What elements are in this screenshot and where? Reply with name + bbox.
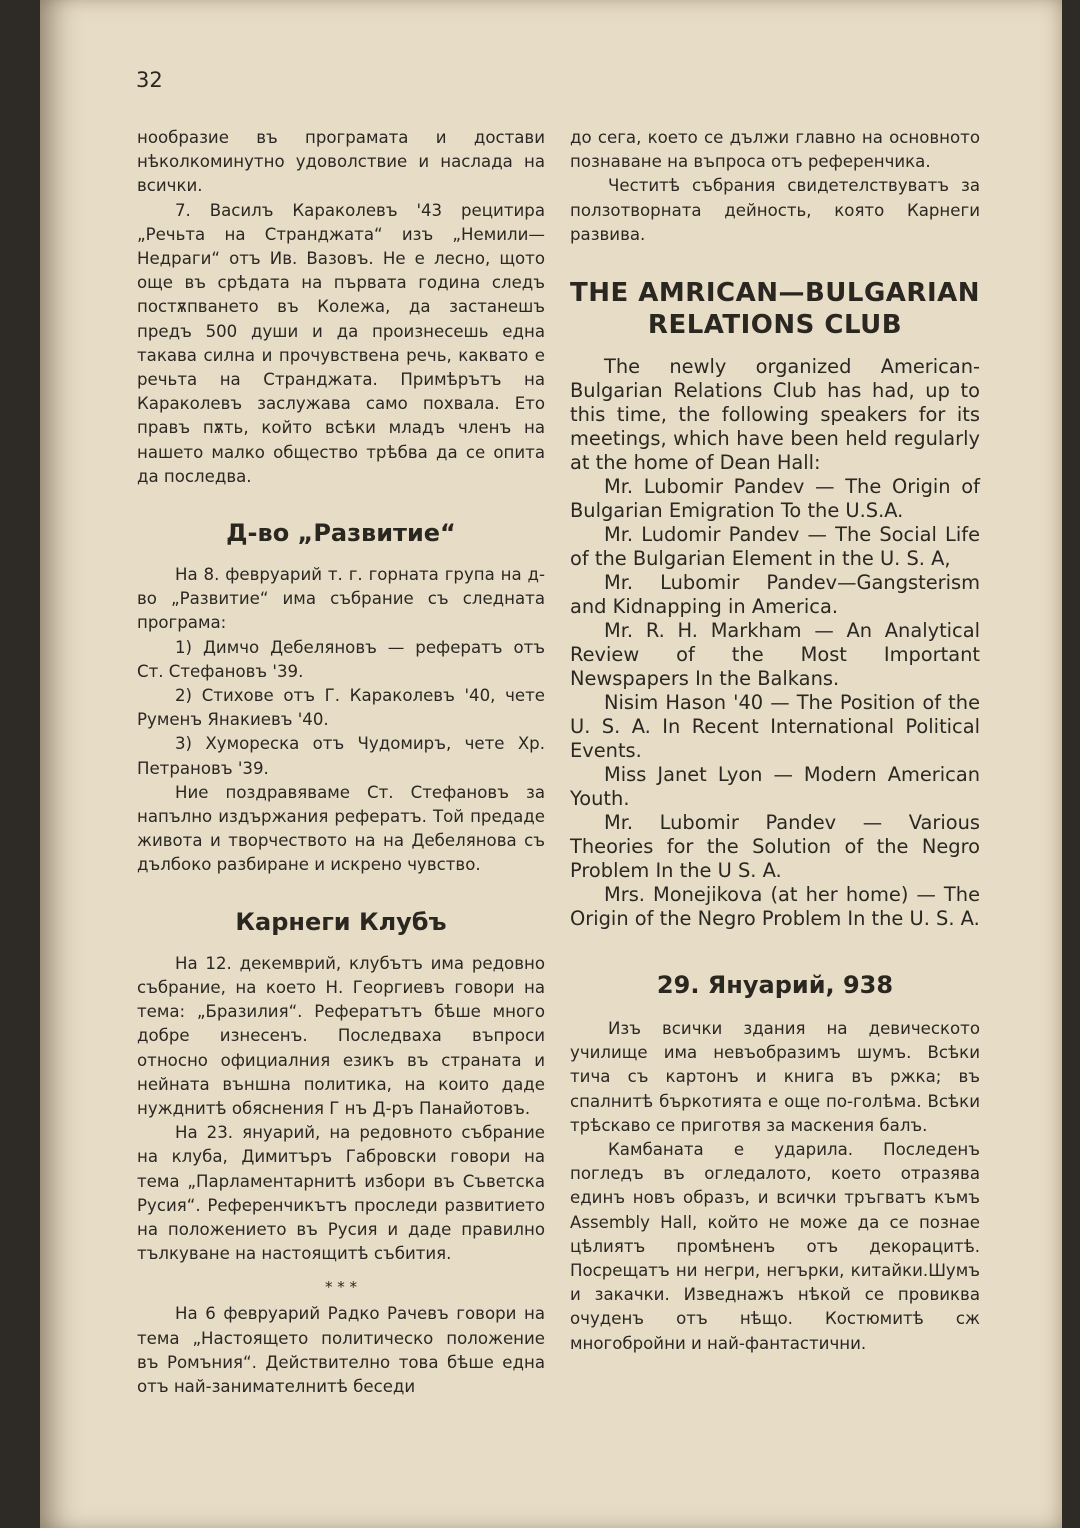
frequent-meetings-paragraph: Честитѣ събрания свидетелствуватъ за ползотворната дейность, която Карнеги развива. [570, 176, 980, 244]
speaker-entry: Mr. Lubomir Pandev — The Origin of Bulgarian Emigration To the U.S.A. [570, 475, 980, 523]
karnegi-paragraph: На 6 февруарий Радко Рачевъ говори на тема „Настоящето политическо положение въ Ромъния“. Действително това бѣше една отъ най-занимателнитѣ беседи [137, 1304, 545, 1396]
club-intro: The newly organized American-Bulgarian Relations Club has had, up to this time, the following speakers for its meetings, which have been held regularly at the home of Dean Hall: [570, 355, 980, 475]
speaker-entry: Mrs. Monejikova (at her home) — The Origin of the Negro Problem In the U. S. A. [570, 883, 980, 931]
right-column [570, 126, 980, 1356]
razvitie-item: 2) Стихове отъ Г. Караколевъ '40, чете Руменъ Янакиевъ '40. [137, 686, 545, 730]
club-title-line: THE AMRICAN—BULGARIAN [570, 278, 980, 309]
club-title [570, 277, 980, 341]
speaker-entry: Mr. R. H. Markham — An Analytical Review of the Most Important Newspapers In the Balkans. [570, 619, 980, 691]
razvitie-item: 3) Хумореска отъ Чудомиръ, чете Хр. Петрановъ '39. [137, 734, 545, 778]
speaker-entry: Mr. Lubomir Pandev — Various Theories for the Solution of the Negro Problem In the U S. A. [570, 811, 980, 883]
section-separator: * * * [324, 1278, 358, 1297]
speaker-entry: Mr. Ludomir Pandev — The Social Life of the Bulgarian Element in the U. S. A, [570, 523, 980, 571]
razvitie-closing: Ние поздравяваме Ст. Стефановъ за напълно издържания рефератъ. Той предаде живота и творчеството на на Дебелянова съ дълбоко разбиране и искрено чувство. [137, 782, 545, 875]
speaker-entry: Miss Janet Lyon — Modern American Youth. [570, 763, 980, 811]
magazine-page [40, 0, 1062, 1528]
club-title-line: RELATIONS CLUB [647, 310, 903, 341]
club-section [570, 355, 980, 931]
intro-paragraph: нообразие въ програмата и достави нѣколкоминутно удоволствие и наслада на всички. [137, 128, 545, 196]
date-paragraph: Камбаната е ударила. Последенъ погледъ въ огледалото, което отразява единъ новъ образъ, и всички тръгватъ къмъ Assembly Hall, който не може да се познае цѣлиятъ промѣненъ отъ декорацитѣ. Посрещатъ ни негри, негърки, китайки.Шумъ и закачки. Изведнажъ нѣкой се провиква очуденъ отъ нѣщо. Костюмитѣ сж многобройни и най-фантастични. [570, 1140, 980, 1353]
razvitie-item: 1) Димчо Дебеляновъ — рефератъ отъ Ст. Стефановъ '39. [137, 637, 545, 681]
karnegi-paragraph: На 23. януарий, на редовното събрание на клуба, Димитъръ Габровски говори на тема „Парламентарнитѣ избори въ Съветска Русия“. Референчикътъ проследи развитието на положението въ Русия и даде правилно тълкуване на настоящитѣ събития. [137, 1123, 545, 1264]
karnegi-paragraph: На 12. декемврий, клубътъ има редовно събрание, на което Н. Георгиевъ говори на тема: „Бразилия“. Рефератътъ бѣше много добре изнесенъ. Последваха въпроси относно официалния езикъ въ страната и нейната външна политика, на които даде нужднитѣ обяснения Г нъ Д-ръ Панайотовъ. [137, 953, 545, 1118]
left-column [137, 126, 545, 1399]
karnegi-heading: Карнеги Клубъ [235, 907, 447, 936]
date-paragraph: Изъ всички здания на девическото училище има невъобразимъ шумъ. Всѣки тича съ картонъ и книга въ ржка; въ спалнитѣ бъркотията е още по-голѣма. Всѣки трѣскаво се приготвя за маскения балъ. [570, 1019, 980, 1135]
continuation-paragraph: до сега, което се дължи главно на основното познаване на въпроса отъ референчика. [570, 128, 980, 172]
razvitie-intro: На 8. февруарий т. г. горната група на д-во „Развитие“ има събрание съ следната програма: [137, 565, 545, 633]
razvitie-heading: Д-во „Развитие“ [226, 519, 456, 548]
speaker-entry: Mr. Lubomir Pandev—Gangsterism and Kidnapping in America. [570, 571, 980, 619]
speaker-entry: Nisim Hason '40 — The Position of the U. S. A. In Recent International Political Events. [570, 691, 980, 763]
page-number: 32 [136, 68, 163, 92]
date-heading: 29. Януарий, 938 [656, 971, 894, 1000]
item7-paragraph: 7. Василъ Караколевъ '43 рецитира „Речьта на Странджата“ изъ „Немили— Недраги“ отъ Ив. Вазовъ. Не е лесно, щото още въ срѣдата на първата година следъ постѫпването въ Колежа, да застанешъ предъ 500 души и да произнесешь една такава силна и прочувствена речь, каквато е речьта на Странджата. Примѣрътъ на Караколевъ заслужава само похвала. Ето правъ пѫть, който всѣки младъ членъ на нашето малко общество трѣбва да се опита да последва. [137, 200, 545, 486]
